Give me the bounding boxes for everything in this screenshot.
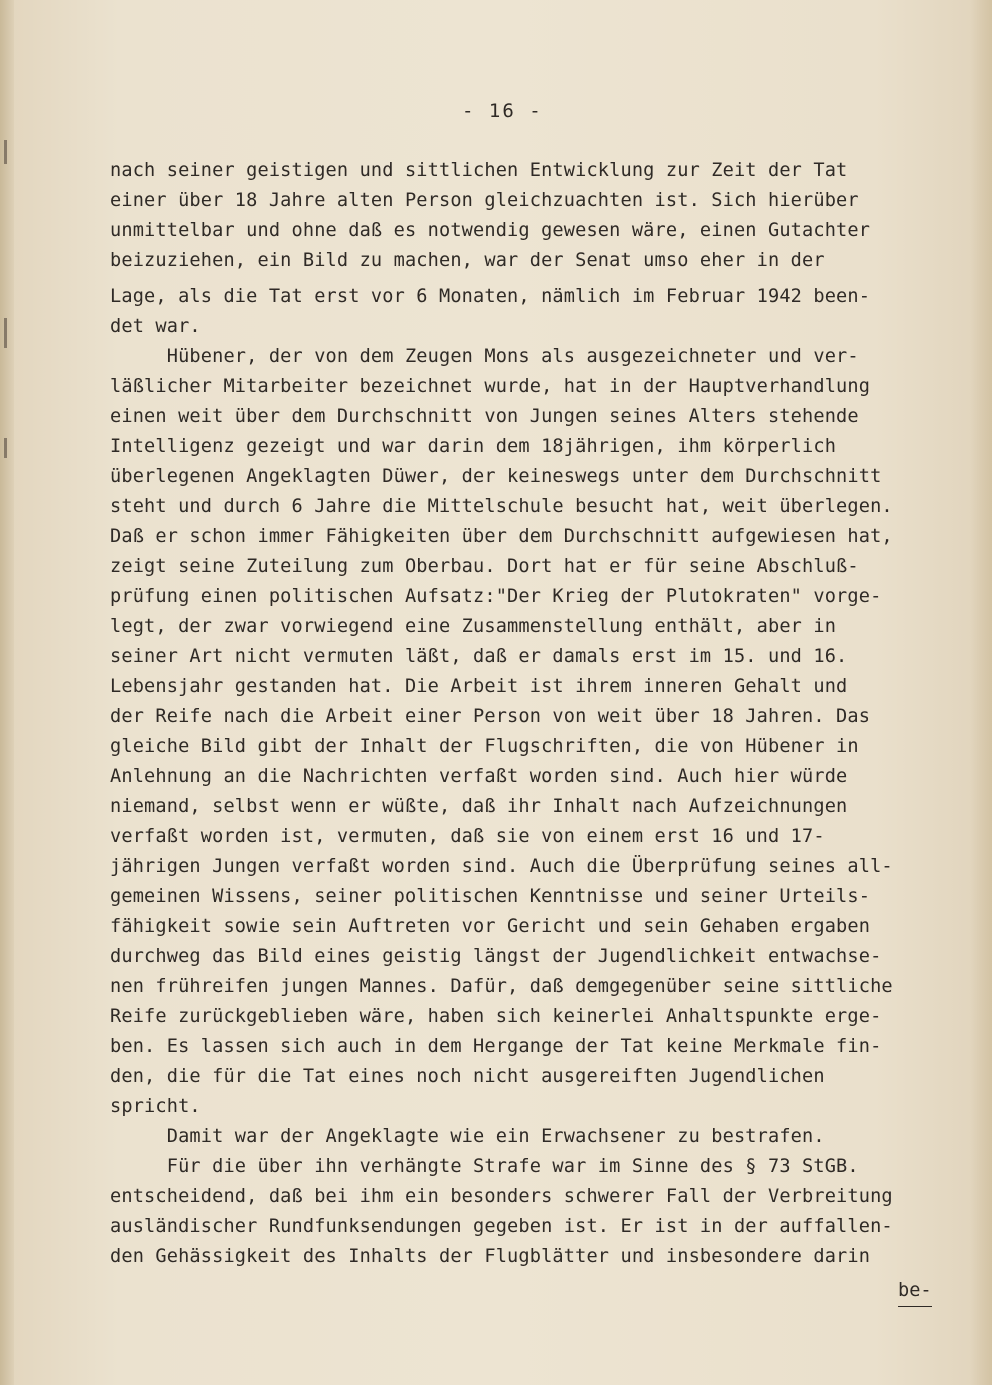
text-line: steht und durch 6 Jahre die Mittelschule besucht hat, weit überlegen. (110, 496, 893, 517)
text-line: beizuziehen, ein Bild zu machen, war der Senat umso eher in der (110, 250, 825, 271)
text-line: Lage, als die Tat erst vor 6 Monaten, nämlich im Februar 1942 been- (110, 286, 871, 307)
text-line: nen frühreifen jungen Mannes. Dafür, daß demgegenüber seine sittliche (110, 976, 893, 997)
text-line: Intelligenz gezeigt und war darin dem 18jährigen, ihm körperlich (110, 436, 837, 457)
text-line: prüfung einen politischen Aufsatz:"Der Krieg der Plutokraten" vorge- (110, 586, 882, 607)
text-line: det war. (110, 316, 201, 337)
text-line: Für die über ihn verhängte Strafe war im Sinne des § 73 StGB. (110, 1156, 859, 1177)
text-line: einer über 18 Jahre alten Person gleichzuachten ist. Sich hierüber (110, 190, 859, 211)
text-line: der Reife nach die Arbeit einer Person von weit über 18 Jahren. Das (110, 706, 871, 727)
text-line: unmittelbar und ohne daß es notwendig gewesen wäre, einen Gutachter (110, 220, 871, 241)
text-line: läßlicher Mitarbeiter bezeichnet wurde, hat in der Hauptverhandlung (110, 376, 871, 397)
text-line: entscheidend, daß bei ihm ein besonders schwerer Fall der Verbreitung (110, 1186, 893, 1207)
text-line: jährigen Jungen verfaßt worden sind. Auch die Überprüfung seines all- (110, 856, 893, 877)
right-paper-edge (970, 0, 992, 1385)
text-line: verfaßt worden ist, vermuten, daß sie von einem erst 16 und 17- (110, 826, 825, 847)
text-line: Daß er schon immer Fähigkeiten über dem Durchschnitt aufgewiesen hat, (110, 526, 893, 547)
page-number: - 16 - (462, 100, 543, 122)
text-line: Lebensjahr gestanden hat. Die Arbeit ist ihrem inneren Gehalt und (110, 676, 848, 697)
text-line: den Gehässigkeit des Inhalts der Flugblätter und insbesondere darin (110, 1246, 871, 1267)
text-line: zeigt seine Zuteilung zum Oberbau. Dort hat er für seine Abschluß- (110, 556, 859, 577)
text-line: überlegenen Angeklagten Düwer, der keineswegs unter dem Durchschnitt (110, 466, 882, 487)
margin-mark (4, 438, 7, 458)
text-line: legt, der zwar vorwiegend eine Zusammenstellung enthält, aber in (110, 616, 837, 637)
text-line: nach seiner geistigen und sittlichen Entwicklung zur Zeit der Tat (110, 160, 848, 181)
margin-mark (4, 140, 7, 164)
text-line: spricht. (110, 1096, 201, 1117)
text-line: ben. Es lassen sich auch in dem Hergange der Tat keine Merkmale fin- (110, 1036, 882, 1057)
text-line: fähigkeit sowie sein Auftreten vor Gericht und sein Gehaben ergaben (110, 916, 871, 937)
text-line: Reife zurückgeblieben wäre, haben sich keinerlei Anhaltspunkte erge- (110, 1006, 882, 1027)
text-line: einen weit über dem Durchschnitt von Jungen seines Alters stehende (110, 406, 859, 427)
text-line: ausländischer Rundfunksendungen gegeben ist. Er ist in der auffallen- (110, 1216, 893, 1237)
text-line: niemand, selbst wenn er wüßte, daß ihr Inhalt nach Aufzeichnungen (110, 796, 848, 817)
text-line: gemeinen Wissens, seiner politischen Kenntnisse und seiner Urteils- (110, 886, 871, 907)
left-paper-edge (0, 0, 14, 1385)
document-body (110, 156, 960, 1272)
text-line: den, die für die Tat eines noch nicht ausgereiften Jugendlichen (110, 1066, 825, 1087)
text-line: Damit war der Angeklagte wie ein Erwachsener zu bestrafen. (110, 1126, 825, 1147)
text-line: durchweg das Bild eines geistig längst der Jugendlichkeit entwachse- (110, 946, 882, 967)
margin-mark (4, 318, 7, 348)
text-line: Hübener, der von dem Zeugen Mons als ausgezeichneter und ver- (110, 346, 859, 367)
catchword: be- (898, 1276, 932, 1307)
text-line: gleiche Bild gibt der Inhalt der Flugschriften, die von Hübener in (110, 736, 859, 757)
text-line: seiner Art nicht vermuten läßt, daß er damals erst im 15. und 16. (110, 646, 848, 667)
text-line: Anlehnung an die Nachrichten verfaßt worden sind. Auch hier würde (110, 766, 848, 787)
